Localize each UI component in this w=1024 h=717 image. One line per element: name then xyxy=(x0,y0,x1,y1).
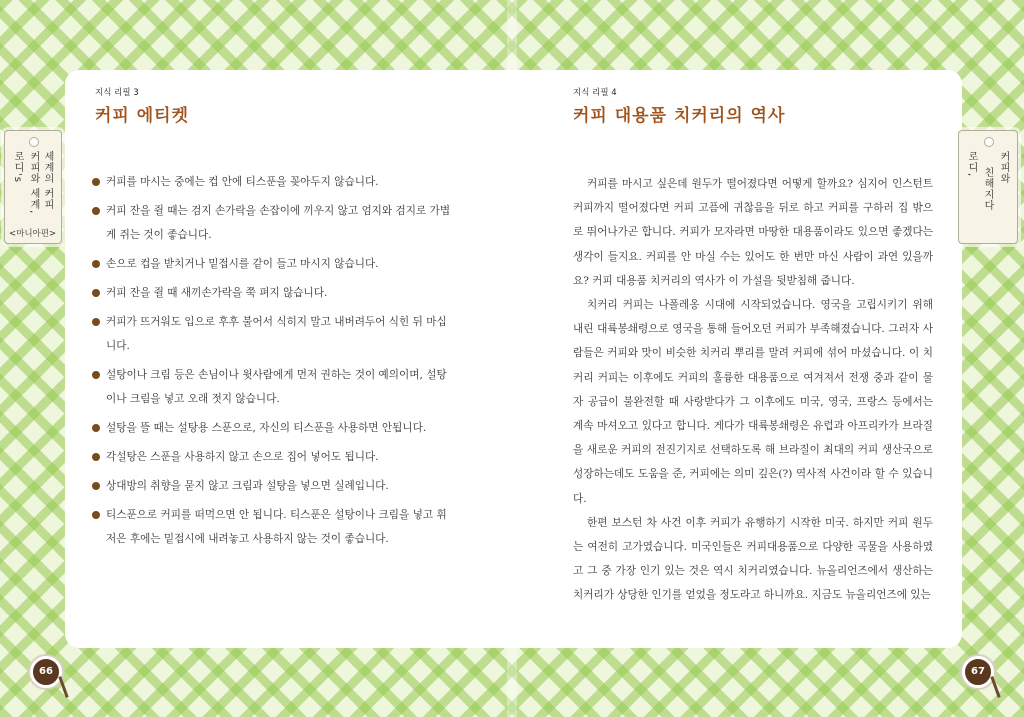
paragraph: 한편 보스턴 차 사건 이후 커피가 유행하기 시작한 미국. 하지만 커피 원두는 여전히 고가였습니다. 미국인들은 커피대용품으로 다양한 곡물을 사용하였고 그 중 가장 인기 있는 것은 역시 치커리였습니다. 뉴올리언즈에서 생산하는 치커리가 상당한 인기를 얻었을 정도라고 하니까요. 지금도 뉴올리언즈에 있는 xyxy=(573,516,933,602)
history-article xyxy=(573,172,933,608)
list-item: 설탕을 뜰 때는 설탕용 스푼으로, 자신의 티스푼을 사용하면 안됩니다. xyxy=(92,416,454,440)
page-number-badge: 66 xyxy=(30,656,62,688)
bullet-dot-icon xyxy=(92,371,100,379)
right-chapter-tag xyxy=(958,130,1018,244)
etiquette-list xyxy=(92,170,454,556)
tag-hole-icon xyxy=(29,137,39,147)
bullet-dot-icon xyxy=(92,260,100,268)
spoon-icon xyxy=(990,676,1000,698)
bullet-dot-icon xyxy=(92,207,100,215)
tag-line: 로디, xyxy=(966,151,977,178)
list-item: 커피가 뜨거워도 입으로 후후 불어서 식히지 말고 내버려두어 식힌 뒤 마십니다. xyxy=(92,310,454,358)
left-page-title: 커피 에티켓 xyxy=(95,106,190,126)
bullet-dot-icon xyxy=(92,178,100,186)
list-item: 각설탕은 스푼을 사용하지 않고 손으로 집어 넣어도 됩니다. xyxy=(92,445,454,469)
list-item: 손으로 컵을 받치거나 밑접시를 같이 들고 마시지 않습니다. xyxy=(92,252,454,276)
tag-hole-icon xyxy=(984,137,994,147)
tag-line: 커피와 xyxy=(998,151,1009,184)
left-chapter-tag xyxy=(4,130,62,244)
bullet-dot-icon xyxy=(92,511,100,519)
list-item: 설탕이나 크림 등은 손님이나 윗사람에게 먼저 권하는 것이 예의이며, 설탕이나 크림을 넣고 오래 젓지 않습니다. xyxy=(92,363,454,411)
bullet-dot-icon xyxy=(92,289,100,297)
right-page-kicker: 지식 리필 4 xyxy=(573,88,617,98)
spoon-icon xyxy=(58,676,68,698)
list-item: 티스푼으로 커피를 떠먹으면 안 됩니다. 티스푼은 설탕이나 크림을 넣고 휘저은 후에는 밑접시에 내려놓고 사용하지 않는 것이 좋습니다. xyxy=(92,503,454,551)
bullet-dot-icon xyxy=(92,318,100,326)
left-page-kicker: 지식 리필 3 xyxy=(95,88,139,98)
page-number-badge: 67 xyxy=(962,656,994,688)
tag-subtitle: <마니아편> xyxy=(9,229,57,239)
list-item: 커피 잔을 쥘 때 새끼손가락을 쭉 펴지 않습니다. xyxy=(92,281,454,305)
tag-line: 커피와 세계, xyxy=(28,151,39,215)
paragraph: 치커리 커피는 나폴레옹 시대에 시작되었습니다. 영국을 고립시키기 위해 내린 대륙봉쇄령으로 영국을 통해 들어오던 커피가 부족해졌습니다. 그러자 사람들은 커피와 맛이 비슷한 치커리 뿌리를 말려 커피에 섞어 마셨습니다. 이 치커리 커피는 이후에도 커피의 훌륭한 대용품으로 여겨져서 전쟁 중과 같이 물자 공급이 불완전할 때 사랑받다가 그 이후에도 미국, 영국, 프랑스 등에서는 계속 마셔오고 있다고 합니다. 게다가 대륙봉쇄령은 유럽과 아프리카가 브라질을 새로운 커피의 전진기지로 선택하도록 해 브라질이 최대의 커피 생산국으로 성장하는데도 도움을 준, 커피에는 의미 깊은(?) 역사적 사건이라 할 수 있습니다. xyxy=(573,299,933,505)
tag-line: 친해지다 xyxy=(982,167,993,211)
right-page-title: 커피 대용품 치커리의 역사 xyxy=(573,106,786,126)
list-item: 상대방의 취향을 묻지 않고 크림과 설탕을 넣으면 실례입니다. xyxy=(92,474,454,498)
bullet-dot-icon xyxy=(92,424,100,432)
bullet-dot-icon xyxy=(92,453,100,461)
list-item: 커피를 마시는 중에는 컵 안에 티스푼을 꽂아두지 않습니다. xyxy=(92,170,454,194)
tag-line: 로디's xyxy=(12,151,23,183)
tag-line: 세계의 커피 xyxy=(42,151,53,211)
paragraph: 커피를 마시고 싶은데 원두가 떨어졌다면 어떻게 할까요? 심지어 인스턴트 커피까지 떨어졌다면 커피 고픔에 귀찮음을 뒤로 하고 커피를 구하러 집 밖으로 뛰어나가곤 합니다. 커피가 모자라면 마땅한 대용품이라도 있으면 좋겠다는 생각이 들지요. 커피를 안 마실 수는 있어도 한 번만 마신 사람이 과연 있을까요? 커피 대용품 치커리의 역사가 이 가설을 뒷받침해 줍니다. xyxy=(573,178,933,287)
list-item: 커피 잔을 쥘 때는 검지 손가락을 손잡이에 끼우지 않고 엄지와 검지로 가볍게 쥐는 것이 좋습니다. xyxy=(92,199,454,247)
bullet-dot-icon xyxy=(92,482,100,490)
